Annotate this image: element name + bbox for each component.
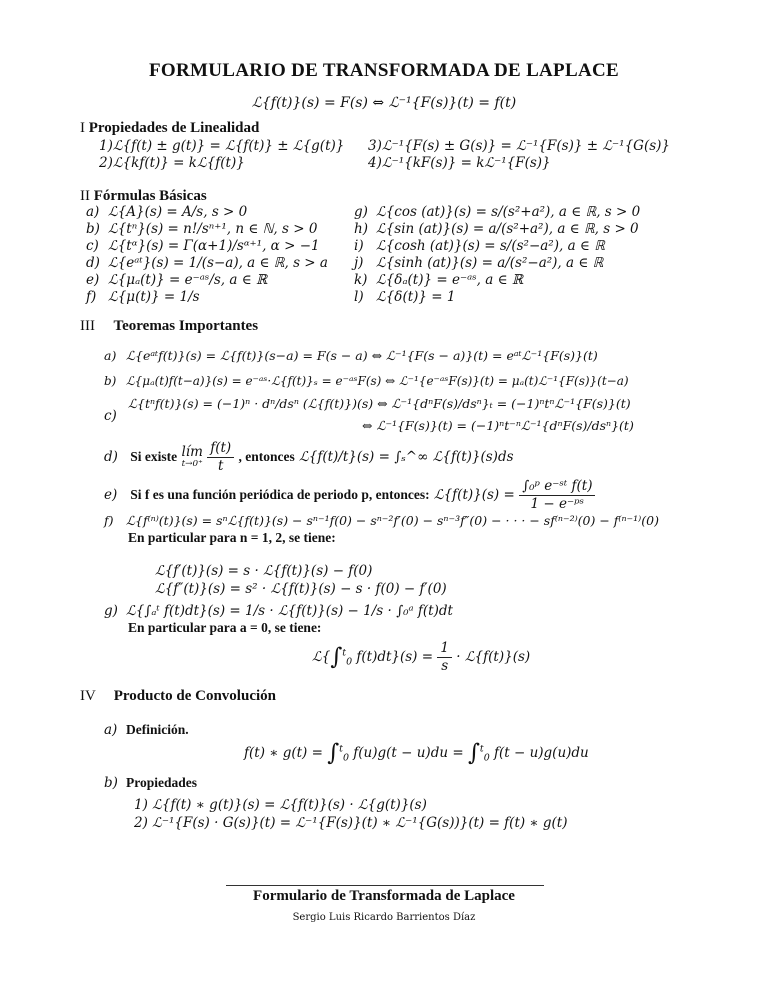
theorem-f: f) ℒ{f⁽ⁿ⁾(t)}(s) = sⁿℒ{f(t)}(s) − sⁿ⁻¹f(0) − sⁿ⁻²f′(0) − sⁿ⁻³f″(0) − · · · − sf⁽ⁿ⁻²⁾(0) − f⁽ⁿ⁻¹⁾(0) [104,513,659,528]
formula-c: c) ℒ{tᵅ}(s) = Γ(α+1)/sᵅ⁺¹, α > −1 [86,238,320,254]
formula-b: b) ℒ{tⁿ}(s) = n!/sⁿ⁺¹, n ∈ ℕ, s > 0 [86,221,318,237]
theorem-f-second-derivative: ℒ{f″(t)}(s) = s² · ℒ{f(t)}(s) − s · f(0) − f′(0) [155,581,447,597]
document-title: FORMULARIO DE TRANSFORMADA DE LAPLACE [149,60,619,81]
formula-j: j) ℒ{sinh (at)}(s) = a/(s²−a²), a ∈ ℝ [354,255,604,271]
theorem-f-first-derivative: ℒ{f′(t)}(s) = s · ℒ{f(t)}(s) − f(0) [155,563,373,579]
theorem-c-line1: ℒ{tⁿf(t)}(s) = (−1)ⁿ · dⁿ/dsⁿ (ℒ{f(t)})(s) ⇔ ℒ⁻¹{dⁿF(s)/dsⁿ}ₜ = (−1)ⁿtⁿℒ⁻¹{F(s)}(t) [128,396,631,411]
convolution-property-2: 2) ℒ⁻¹{F(s) · G(s)}(t) = ℒ⁻¹{F(s)}(t) ∗ ℒ⁻¹{G(s))}(t) = f(t) ∗ g(t) [134,815,568,831]
linearity-item-3: 3)ℒ⁻¹{F(s) ± G(s)} = ℒ⁻¹{F(s)} ± ℒ⁻¹{G(s)} [368,138,671,154]
convolution-definition-heading: a) Definición. [104,722,189,738]
section-heading-linealidad: I Propiedades de Linealidad [80,120,260,136]
convolution-property-1: 1) ℒ{f(t) ∗ g(t)}(s) = ℒ{f(t)}(s) · ℒ{g(t)}(s) [134,797,427,813]
formula-h: h) ℒ{sin (at)}(s) = a/(s²+a²), a ∈ ℝ, s > 0 [354,221,639,237]
definition-formula: ℒ{f(t)}(s) = F(s) ⇔ ℒ⁻¹{F(s)}(t) = f(t) [251,95,517,111]
theorem-a: a) ℒ{eᵃᵗf(t)}(s) = ℒ{f(t)}(s−a) = F(s − a) ⇔ ℒ⁻¹{F(s − a)}(t) = eᵃᵗℒ⁻¹{F(s)}(t) [104,348,598,363]
linearity-item-4: 4)ℒ⁻¹{kF(s)} = kℒ⁻¹{F(s)} [368,155,551,171]
theorem-c-label: c) [104,408,117,424]
formula-l: l) ℒ{δ(t)} = 1 [354,289,456,305]
formula-k: k) ℒ{δₐ(t)} = e⁻ᵃˢ, a ∈ ℝ [354,272,524,288]
integral-sign: ∫ [467,740,480,766]
basic-formulas-right [354,204,640,306]
formula-a: a) ℒ{A}(s) = A/s, s > 0 [86,204,248,220]
convolution-properties-heading: b) Propiedades [104,775,198,791]
footer-rule [226,885,544,886]
formula-d: d) ℒ{eᵃᵗ}(s) = 1/(s−a), a ∈ ℝ, s > a [86,255,328,271]
basic-formulas-left [86,204,328,306]
theorem-b: b) ℒ{μₐ(t)f(t−a)}(s) = e⁻ᵃˢ·ℒ{f(t)}ₛ = e⁻ᵃˢF(s) ⇔ ℒ⁻¹{e⁻ᵃˢF(s)}(t) = μₐ(t)ℒ⁻¹{F(s)}(t−a) [104,374,629,388]
theorem-d: d) Si existe lím t→0⁺ $\frac{f(t)}{t}$ , entonces ℒ{f(t)/t}(s) = ∫ₛ^∞ ℒ{f(t)}(s)ds [104,440,514,474]
integral-sign: ∫ [330,643,343,670]
footer-author: Sergio Luis Ricardo Barrientos Díaz [292,912,476,923]
theorem-g-display: ℒ{∫$^t_0$ f(t)dt}(s) = $\frac{1}{s}$ · ℒ{f(t)}(s) [312,640,531,674]
footer-title: Formulario de Transformada de Laplace [253,888,515,904]
formula-e: e) ℒ{μₐ(t)} = e⁻ᵃˢ/s, a ∈ ℝ [86,272,268,288]
integral-sign: ∫ [327,740,340,766]
section-heading-convolucion: IV Producto de Convolución [80,688,276,704]
theorem-e: e) Si f es una función periódica de periodo p, entonces: ℒ{f(t)}(s) = $\frac{\text{∫₀ᵖ e⁻ˢᵗ f(t)}}{\text{1 − e⁻ᵖˢ}}$ [104,478,595,513]
theorem-g-note: En particular para a = 0, se tiene: [128,620,322,635]
section-heading-teoremas: III Teoremas Importantes [80,318,259,334]
linearity-item-1: 1)ℒ{f(t) ± g(t)} = ℒ{f(t)} ± ℒ{g(t)} [99,138,345,154]
theorem-g: g) ℒ{∫ₐᵗ f(t)dt}(s) = 1/s · ℒ{f(t)}(s) − 1/s · ∫₀ᵃ f(t)dt [104,603,453,619]
formula-g: g) ℒ{cos (at)}(s) = s/(s²+a²), a ∈ ℝ, s > 0 [354,204,641,220]
formula-i: i) ℒ{cosh (at)}(s) = s/(s²−a²), a ∈ ℝ [354,238,605,254]
section-heading-formulas: II Fórmulas Básicas [80,188,207,204]
linearity-item-2: 2)ℒ{kf(t)} = kℒ{f(t)} [99,155,245,171]
formula-f: f) ℒ{μ(t)} = 1/s [86,289,200,305]
convolution-definition-formula: f(t) ∗ g(t) = ∫$^t_0$ f(u)g(t − u)du = ∫$^t_0$ f(t − u)g(u)du [244,740,589,766]
theorem-c-line2: ⇔ ℒ⁻¹{F(s)}(t) = (−1)ⁿt⁻ⁿℒ⁻¹{dⁿF(s)/dsⁿ}(t) [362,418,634,433]
theorem-f-note: En particular para n = 1, 2, se tiene: [128,530,336,545]
